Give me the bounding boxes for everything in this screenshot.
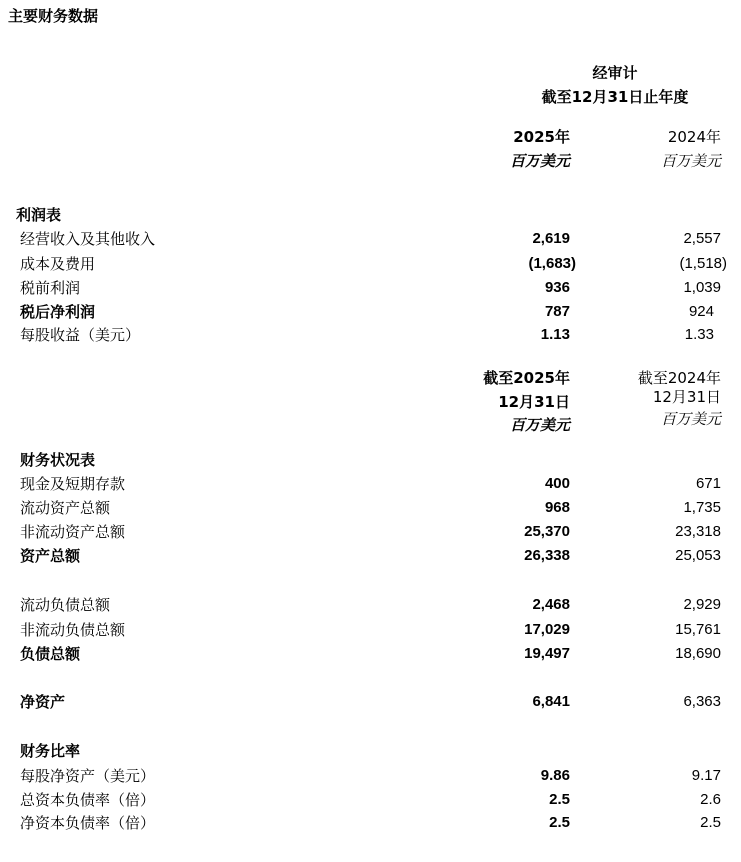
as-of-2025-header: 截至2025年 [483, 369, 570, 387]
value-2024: 25,053 [675, 547, 721, 564]
as-of-2024-header: 截至2024年 [637, 369, 721, 387]
value-2024: 1,039 [683, 279, 721, 296]
year-2024-header: 2024年 [667, 128, 721, 146]
row-label: 每股净资产（美元） [20, 767, 156, 785]
value-2025: 787 [544, 303, 570, 320]
value-2025: 19,497 [524, 645, 570, 662]
value-2025: 968 [544, 499, 570, 516]
value-2024: 2.6 [700, 791, 721, 808]
period-label: 截至12月31日止年度 [541, 88, 689, 106]
value-2025: 400 [544, 475, 570, 492]
value-2024: 6,363 [683, 693, 721, 710]
row-label: 流动负债总额 [20, 596, 111, 614]
value-2025: 2,468 [532, 596, 570, 613]
value-2024: 23,318 [675, 523, 721, 540]
value-2024: 1.33 [684, 326, 714, 343]
value-2024: 671 [695, 475, 721, 492]
value-2025: (1,683) [528, 255, 576, 272]
row-label: 资产总额 [20, 547, 81, 565]
row-label: 每股收益（美元） [20, 326, 141, 344]
value-2025: 2.5 [549, 791, 570, 808]
audited-label: 经审计 [592, 64, 638, 82]
value-2024: (1,518) [679, 255, 727, 272]
value-2024: 18,690 [675, 645, 721, 662]
row-label: 非流动资产总额 [20, 523, 126, 541]
value-2024: 2,929 [683, 596, 721, 613]
value-2025: 17,029 [524, 621, 570, 638]
value-2024: 15,761 [675, 621, 721, 638]
value-2025: 26,338 [524, 547, 570, 564]
value-2024: 9.17 [691, 767, 721, 784]
row-label: 税后净利润 [20, 303, 96, 321]
value-2024: 2.5 [700, 814, 721, 831]
unit-2025-header: 百万美元 [509, 152, 570, 170]
unit-2024-header: 百万美元 [660, 410, 721, 428]
unit-2024-header: 百万美元 [660, 152, 721, 170]
row-label: 净资本负债率（倍） [20, 814, 156, 832]
row-label: 净资产 [20, 693, 66, 711]
unit-2025-header: 百万美元 [509, 416, 570, 434]
row-label: 非流动负债总额 [20, 621, 126, 639]
value-2025: 2.5 [549, 814, 570, 831]
value-2025: 25,370 [524, 523, 570, 540]
page-title: 主要财务数据 [8, 7, 99, 25]
value-2025: 936 [544, 279, 570, 296]
row-label: 税前利润 [20, 279, 81, 297]
value-2025: 6,841 [532, 693, 570, 710]
value-2025: 2,619 [532, 230, 570, 247]
row-label: 成本及费用 [20, 255, 96, 273]
ratios-heading: 财务比率 [20, 742, 81, 760]
row-label: 经营收入及其他收入 [20, 230, 156, 248]
year-2025-header: 2025年 [513, 128, 570, 146]
value-2024: 924 [688, 303, 714, 320]
balance-sheet-heading: 财务状况表 [20, 451, 96, 469]
value-2025: 1.13 [540, 326, 570, 343]
value-2025: 9.86 [540, 767, 570, 784]
date-2024-header: 12月31日 [652, 388, 721, 406]
row-label: 总资本负债率（倍） [20, 791, 156, 809]
income-statement-heading: 利润表 [16, 206, 62, 224]
row-label: 现金及短期存款 [20, 475, 126, 493]
value-2024: 2,557 [683, 230, 721, 247]
date-2025-header: 12月31日 [498, 393, 570, 411]
row-label: 流动资产总额 [20, 499, 111, 517]
value-2024: 1,735 [683, 499, 721, 516]
row-label: 负债总额 [20, 645, 81, 663]
